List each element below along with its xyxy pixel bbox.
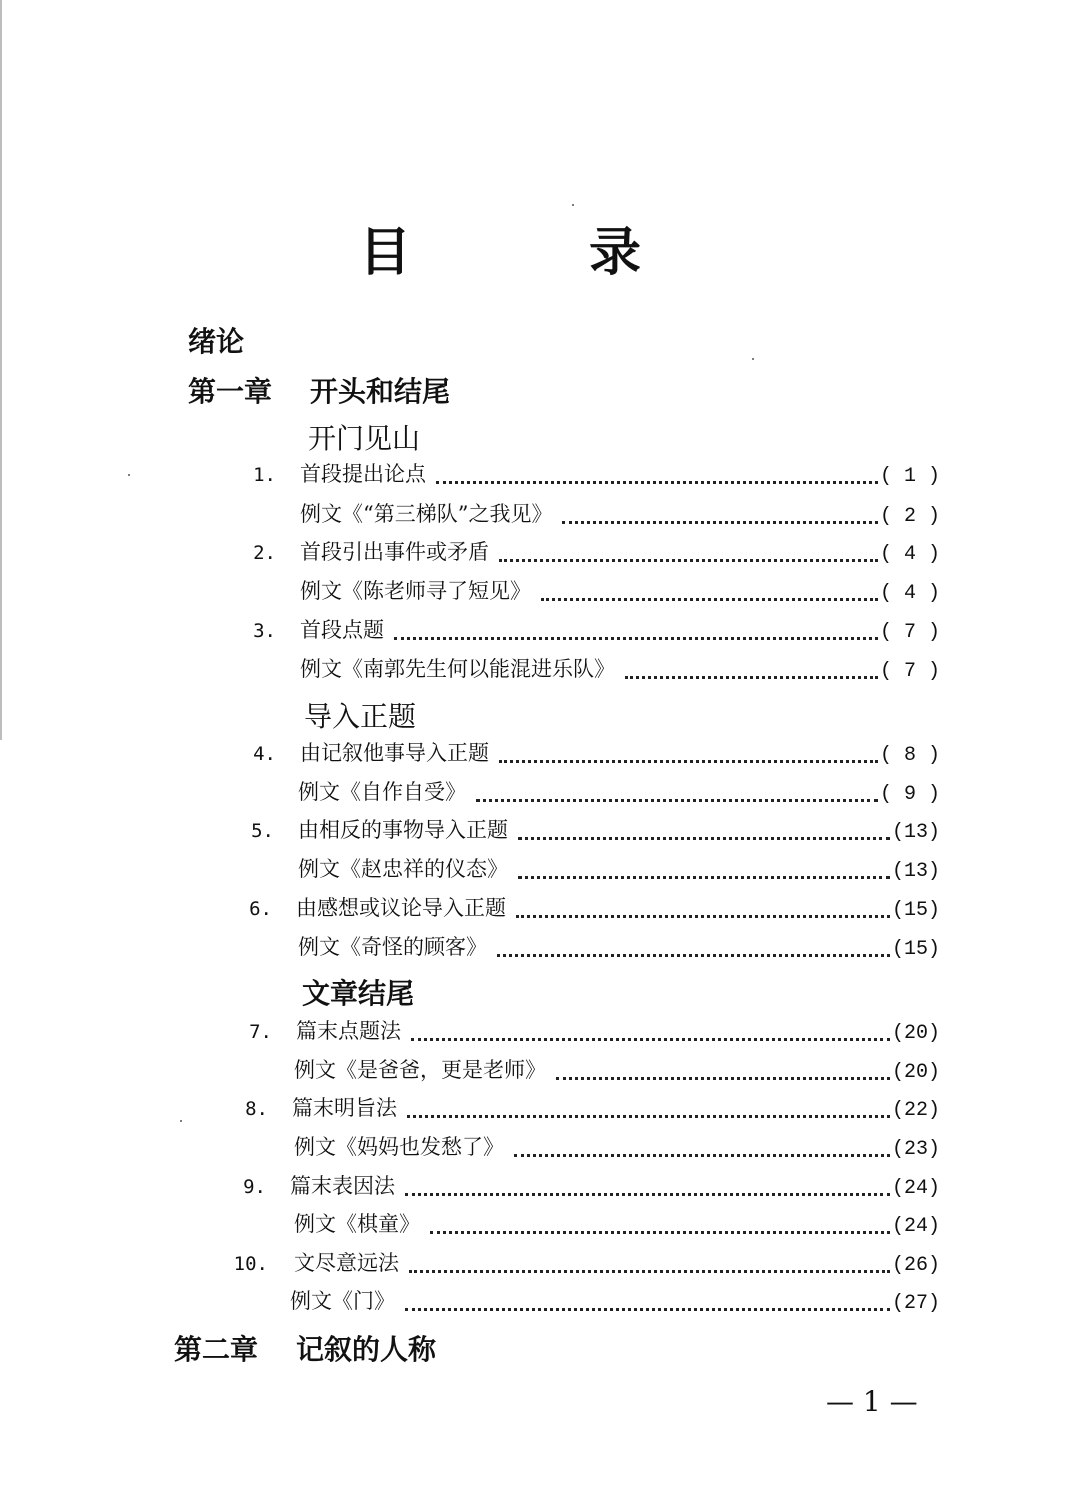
entry-title: 例文《是爸爸，更是老师》: [294, 1058, 546, 1082]
page-number: — 1 —: [826, 1385, 918, 1418]
toc-entry[interactable]: [294, 1133, 940, 1164]
leader-dots: [562, 520, 878, 524]
toc-entry[interactable]: [294, 1056, 940, 1087]
entry-title: 篇末点题法: [296, 1019, 401, 1043]
entry-page: (15): [891, 899, 940, 922]
toc-entry[interactable]: [300, 500, 940, 531]
toc-entry[interactable]: [244, 894, 940, 925]
leader-dots: [541, 597, 878, 601]
scan-speck: [572, 204, 574, 206]
entry-title: 篇末表因法: [290, 1174, 395, 1198]
chapter-label: 第一章: [188, 375, 273, 408]
leader-dots: [409, 1269, 890, 1273]
entry-title: 文尽意远法: [294, 1251, 399, 1275]
entry-title: 首段提出论点: [300, 462, 426, 486]
chapter-label: 第二章: [174, 1333, 259, 1366]
entry-page: ( 7 ): [879, 660, 940, 683]
toc-entry[interactable]: [298, 778, 940, 809]
chapter-title: 记叙的人称: [296, 1333, 437, 1366]
entry-number: 10.: [233, 1253, 268, 1275]
leader-dots: [514, 1153, 890, 1157]
chapter-title: 开头和结尾: [310, 375, 451, 408]
entry-page: ( 9 ): [879, 783, 940, 806]
toc-entry[interactable]: [294, 1210, 940, 1241]
entry-title: 例文《南郭先生何以能混进乐队》: [300, 657, 615, 681]
entry-number: 1.: [253, 464, 276, 486]
entry-page: ( 1 ): [879, 465, 940, 488]
entry-page: ( 7 ): [879, 621, 940, 644]
leader-dots: [436, 480, 878, 484]
toc-entry[interactable]: [248, 538, 940, 569]
scan-edge-line: [0, 0, 2, 740]
entry-page: ( 2 ): [879, 505, 940, 528]
entry-title: 首段点题: [300, 618, 384, 642]
entry-title: 例文《“第三梯队”之我见》: [300, 502, 553, 526]
leader-dots: [518, 836, 890, 840]
toc-entry[interactable]: [226, 1249, 940, 1280]
leader-dots: [499, 759, 878, 763]
leader-dots: [516, 914, 890, 918]
chapter-heading[interactable]: [188, 370, 451, 410]
leader-dots: [405, 1192, 890, 1196]
section-heading[interactable]: 文章结尾: [302, 977, 415, 1010]
entry-title: 例文《赵忠祥的仪态》: [298, 857, 508, 881]
toc-entry[interactable]: [248, 616, 940, 647]
toc-entry[interactable]: [248, 460, 940, 491]
entry-number: 7.: [249, 1021, 272, 1043]
entry-title: 由相反的事物导入正题: [298, 818, 508, 842]
leader-dots: [476, 798, 878, 802]
entry-page: (23): [891, 1138, 940, 1161]
entry-page: (24): [891, 1177, 940, 1200]
entry-title: 由感想或议论导入正题: [296, 896, 506, 920]
entry-title: 例文《妈妈也发愁了》: [294, 1135, 504, 1159]
entry-page: (20): [891, 1061, 940, 1084]
leader-dots: [518, 875, 890, 879]
toc-entry[interactable]: [300, 655, 940, 686]
toc-entry[interactable]: [298, 933, 940, 964]
entry-number: 4.: [253, 743, 276, 765]
entry-number: 6.: [249, 898, 272, 920]
entry-number: 9.: [243, 1176, 266, 1198]
entry-page: (27): [891, 1292, 940, 1315]
leader-dots: [556, 1076, 890, 1080]
entry-title: 由记叙他事导入正题: [300, 741, 489, 765]
scan-speck: [752, 358, 754, 360]
entry-page: (26): [891, 1254, 940, 1277]
entry-page: (13): [891, 821, 940, 844]
entry-page: ( 4 ): [879, 543, 940, 566]
toc-entry[interactable]: [298, 855, 940, 886]
entry-page: (13): [891, 860, 940, 883]
entry-number: 2.: [253, 542, 276, 564]
toc-entry[interactable]: [240, 1094, 940, 1125]
toc-entry[interactable]: [290, 1287, 940, 1318]
section-heading[interactable]: 导入正题: [304, 700, 417, 733]
leader-dots: [411, 1037, 890, 1041]
intro-heading[interactable]: 绪论: [188, 325, 245, 358]
entry-number: 3.: [253, 620, 276, 642]
entry-title: 首段引出事件或矛盾: [300, 540, 489, 564]
entry-number: 5.: [251, 820, 274, 842]
scan-speck: [128, 474, 130, 476]
leader-dots: [407, 1114, 890, 1118]
scan-speck: [180, 1120, 182, 1122]
toc-entry[interactable]: [300, 577, 940, 608]
section-heading[interactable]: 开门见山: [308, 422, 421, 455]
entry-page: ( 8 ): [879, 744, 940, 767]
toc-entry[interactable]: [248, 739, 940, 770]
entry-title: 例文《陈老师寻了短见》: [300, 579, 531, 603]
chapter-heading[interactable]: [174, 1328, 437, 1368]
toc-entry[interactable]: [244, 1017, 940, 1048]
entry-title: 例文《奇怪的顾客》: [298, 935, 487, 959]
leader-dots: [405, 1307, 890, 1311]
page-title: 目 录: [358, 223, 722, 283]
entry-page: ( 4 ): [879, 582, 940, 605]
entry-page: (24): [891, 1215, 940, 1238]
leader-dots: [625, 675, 878, 679]
toc-entry[interactable]: [238, 1172, 940, 1203]
entry-title: 例文《棋童》: [294, 1212, 420, 1236]
leader-dots: [394, 636, 878, 640]
leader-dots: [499, 558, 878, 562]
leader-dots: [430, 1230, 890, 1234]
toc-entry[interactable]: [246, 816, 940, 847]
entry-title: 例文《门》: [290, 1289, 395, 1313]
leader-dots: [497, 953, 890, 957]
entry-title: 篇末明旨法: [292, 1096, 397, 1120]
entry-title: 例文《自作自受》: [298, 780, 466, 804]
entry-page: (22): [891, 1099, 940, 1122]
entry-page: (15): [891, 938, 940, 961]
entry-number: 8.: [245, 1098, 268, 1120]
entry-page: (20): [891, 1022, 940, 1045]
